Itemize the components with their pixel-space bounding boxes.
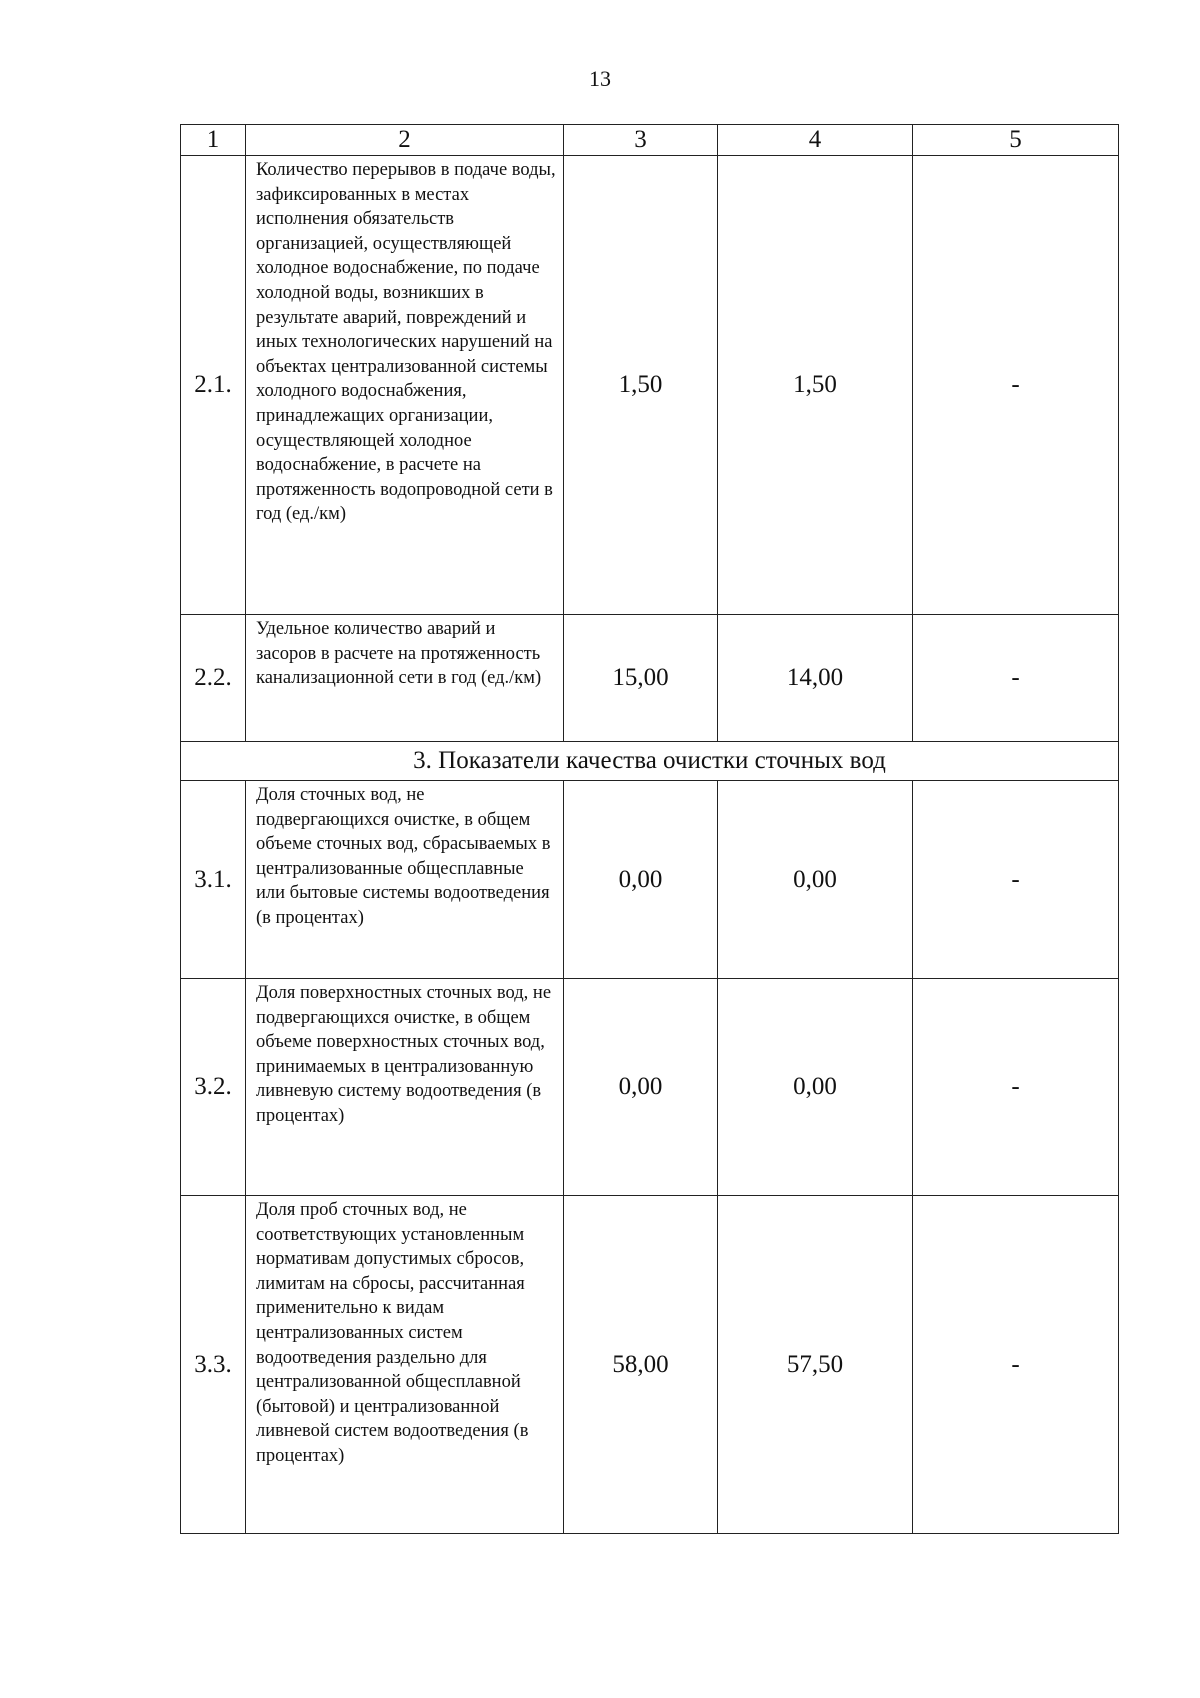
row-number: 3.3. [181, 1196, 246, 1534]
column-header-5: 5 [913, 125, 1119, 156]
table-row-3-2 [181, 979, 1119, 1196]
section-title: 3. Показатели качества очистки сточных вод [181, 742, 1119, 781]
section-3-title-row [181, 742, 1119, 781]
value-col3: 0,00 [564, 781, 718, 979]
indicator-description: Доля поверхностных сточных вод, не подвергающихся очистке, в общем объеме поверхностных сточных вод, принимаемых в централизованную ливневую систему водоотведения (в процентах) [246, 979, 564, 1196]
column-header-2: 2 [246, 125, 564, 156]
column-header-1: 1 [181, 125, 246, 156]
column-header-3: 3 [564, 125, 718, 156]
row-number: 2.2. [181, 615, 246, 742]
indicator-description: Доля проб сточных вод, не соответствующих установленным нормативам допустимых сбросов, лимитам на сбросы, рассчитанная применительно к видам централизованных систем водоотведения раздельно для централизованной общесплавной (бытовой) и централизованной ливневой систем водоотведения (в процентах) [246, 1196, 564, 1534]
column-header-4: 4 [718, 125, 913, 156]
value-col5: - [913, 979, 1119, 1196]
table-row-3-1 [181, 781, 1119, 979]
value-col5: - [913, 615, 1119, 742]
value-col3: 0,00 [564, 979, 718, 1196]
row-number: 3.1. [181, 781, 246, 979]
page-number: 13 [589, 66, 611, 91]
value-col4: 57,50 [718, 1196, 913, 1534]
value-col5: - [913, 781, 1119, 979]
indicator-description: Количество перерывов в подаче воды, зафиксированных в местах исполнения обязательств организацией, осуществляющей холодное водоснабжение, по подаче холодной воды, возникших в результате аварий, повреждений и иных технологических нарушений на объектах централизованной системы холодного водоснабжения, принадлежащих организации, осуществляющей холодное водоснабжение, в расчете на протяженность водопроводной сети в год (ед./км) [246, 156, 564, 615]
table-row-2-1 [181, 156, 1119, 615]
value-col3: 58,00 [564, 1196, 718, 1534]
table-header-row [181, 125, 1119, 156]
table-row-3-3 [181, 1196, 1119, 1534]
value-col5: - [913, 156, 1119, 615]
value-col3: 15,00 [564, 615, 718, 742]
row-number: 2.1. [181, 156, 246, 615]
value-col4: 1,50 [718, 156, 913, 615]
indicator-description: Доля сточных вод, не подвергающихся очистке, в общем объеме сточных вод, сбрасываемых в централизованные общесплавные или бытовые системы водоотведения (в процентах) [246, 781, 564, 979]
value-col4: 0,00 [718, 979, 913, 1196]
value-col4: 14,00 [718, 615, 913, 742]
value-col4: 0,00 [718, 781, 913, 979]
value-col3: 1,50 [564, 156, 718, 615]
row-number: 3.2. [181, 979, 246, 1196]
table-row-2-2 [181, 615, 1119, 742]
indicators-table [180, 124, 1119, 1534]
indicator-description: Удельное количество аварий и засоров в расчете на протяженность канализационной сети в год (ед./км) [246, 615, 564, 742]
value-col5: - [913, 1196, 1119, 1534]
